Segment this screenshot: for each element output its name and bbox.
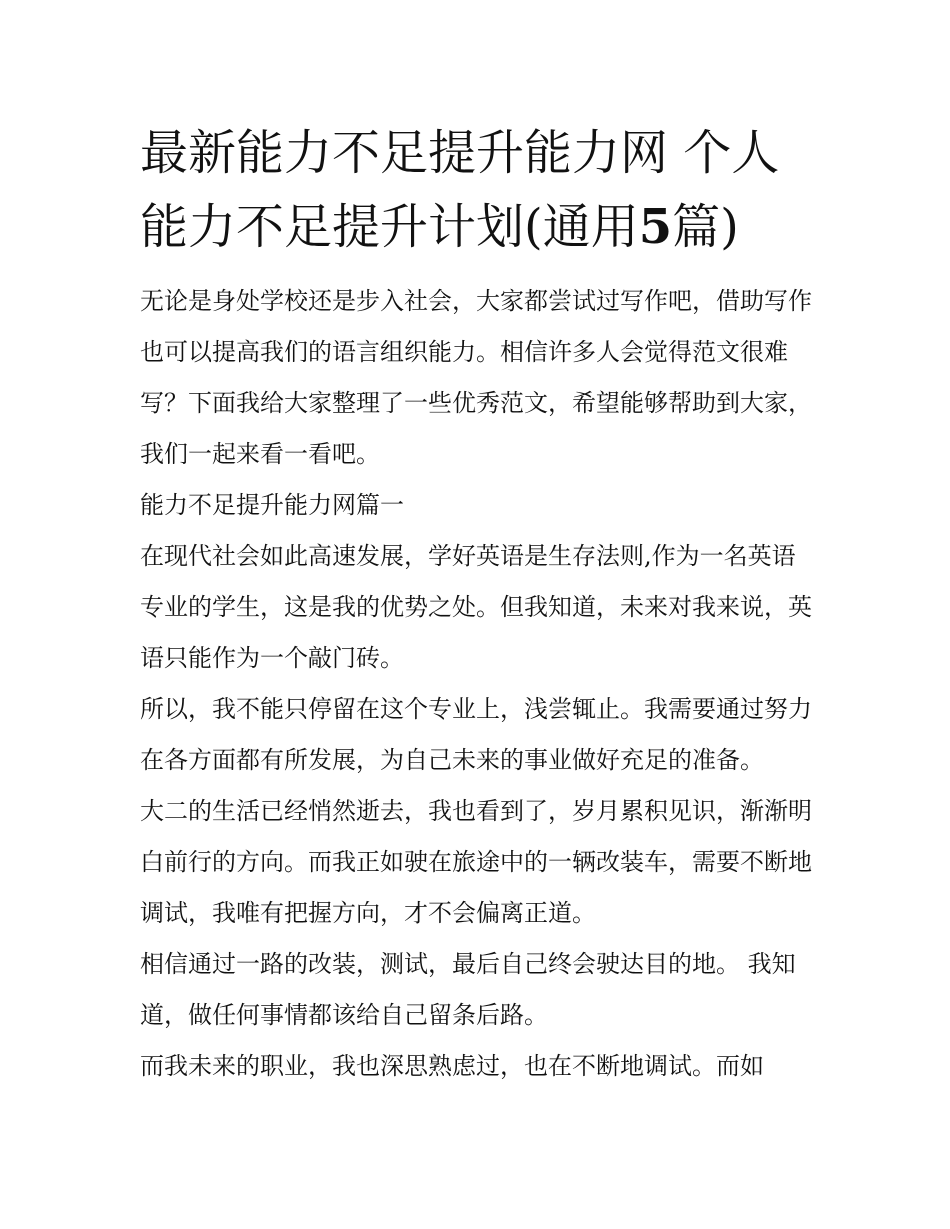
paragraph: 相信通过一路的改装，测试，最后自己终会驶达目的地。 我知道，做任何事情都该给自己留条后路。 bbox=[140, 950, 796, 1029]
paragraph-intro: 无论是身处学校还是步入社会，大家都尝试过写作吧，借助写作也可以提高我们的语言组织能力。相信许多人会觉得范文很难写？下面我给大家整理了一些优秀范文，希望能够帮助到大家，我们一起来看一看吧。 bbox=[140, 287, 812, 468]
title-line-2-end: 篇) bbox=[672, 199, 739, 255]
title-line-2-number: 5 bbox=[638, 199, 673, 255]
paragraph: 大二的生活已经悄然逝去，我也看到了，岁月累积见识，渐渐明白前行的方向。而我正如驶在旅途中的一辆改装车，需要不断地调试，我唯有把握方向，才不会偏离正道。 bbox=[140, 797, 812, 927]
section-heading: 能力不足提升能力网篇一 bbox=[140, 491, 404, 519]
title-line-2-text: 能力不足提升计划(通用 bbox=[140, 199, 639, 255]
paragraph: 而我未来的职业，我也深思熟虑过，也在不断地调试。而如 bbox=[140, 1052, 764, 1080]
paragraph: 在现代社会如此高速发展，学好英语是生存法则,作为一名英语专业的学生，这是我的优势之处。但我知道，未来对我来说，英语只能作为一个敲门砖。 bbox=[140, 542, 812, 672]
document-body bbox=[140, 276, 812, 1092]
paragraph: 所以，我不能只停留在这个专业上，浅尝辄止。我需要通过努力在各方面都有所发展，为自己未来的事业做好充足的准备。 bbox=[140, 695, 812, 774]
document-title bbox=[140, 116, 820, 264]
title-line-1: 最新能力不足提升能力网 个人 bbox=[140, 125, 780, 181]
